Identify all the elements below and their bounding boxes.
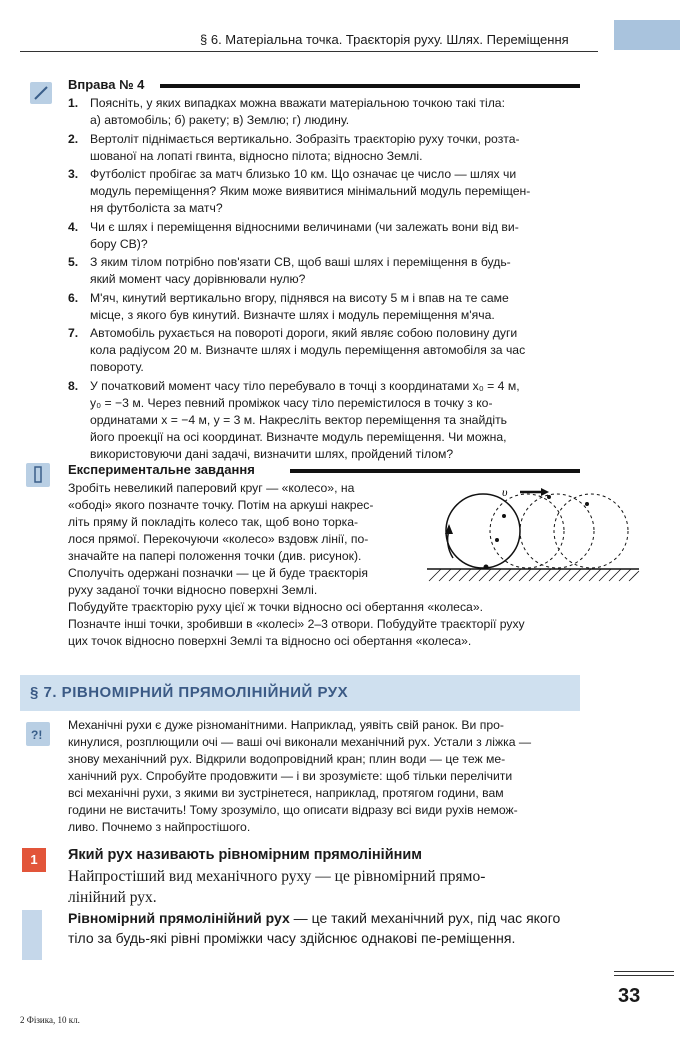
- exercise-title: Вправа № 4: [68, 77, 145, 92]
- wheel-dashed-1: [490, 494, 564, 568]
- experiment-text-wide: [68, 599, 588, 650]
- intro-line: Механічні рухи є дуже різноманітними. Наприклад, уявіть свій ранок. Ви про-: [68, 718, 504, 732]
- header-color-block: [614, 20, 680, 50]
- footer-rule: [614, 971, 674, 972]
- answer-line: лінійний рух.: [68, 889, 157, 906]
- experiment-icon: [26, 463, 50, 487]
- exercise-item-line: використовуючи дані задачі, визначити шлях, пройдений тілом?: [90, 446, 454, 461]
- exercise-item-line: який момент часу дорівнювали нулю?: [90, 272, 306, 286]
- svg-text:?!: ?!: [31, 728, 43, 742]
- exercise-list: [68, 95, 588, 465]
- exercise-item-line: Чи є шлях і переміщення відносними величинами (чи залежать вони від ви-: [90, 219, 519, 234]
- exercise-item-line: бору СВ)?: [90, 236, 148, 251]
- exercise-item-number: 3.: [68, 167, 79, 181]
- trace-point-3: [502, 514, 506, 518]
- exercise-item-line: місце, з якого був кинутий. Визначте шлях і модуль переміщення м'яча.: [90, 307, 495, 322]
- motion-icon: [26, 722, 50, 746]
- exercise-item-line: повороту.: [90, 360, 144, 374]
- ground-hatching: [429, 569, 639, 581]
- exercise-item-number: 1.: [68, 96, 79, 110]
- running-header: § 6. Матеріальна точка. Траєкторія руху. Шлях. Переміщення: [200, 32, 569, 47]
- question-title: Який рух називають рівномірним прямолінійним: [68, 847, 423, 863]
- header-rule: [20, 51, 598, 52]
- trace-point-5: [585, 502, 589, 506]
- experiment-text: [68, 480, 418, 599]
- exercise-item-line: його проекції на осі координат. Визначте модуль переміщення. Чи можна,: [90, 429, 507, 444]
- exercise-item-line: кола радіусом 20 м. Визначте шлях і модуль переміщення автомобіля за час: [90, 343, 526, 357]
- intro-line: години не вистачить! Тому зрозуміло, що описати відразу всі види рухів немож-: [68, 803, 518, 817]
- exercise-item-line: З яким тілом потрібно пов'язати СВ, щоб ваші шлях і переміщення в будь-: [90, 255, 511, 269]
- exercise-item-number: 6.: [68, 290, 79, 305]
- wheel-dashed-3: [554, 494, 628, 568]
- intro-line: всі механічні рухи, з якими ви зустрінетеся, наприклад, протягом години, вам: [68, 786, 504, 800]
- question-number-badge: 1: [22, 848, 46, 872]
- experiment-line: цих точок відносно поверхні Землі та відносно осі обертання «колеса».: [68, 634, 472, 648]
- exercise-item-line: Вертоліт піднімається вертикально. Зобразіть траєкторію руху точки, розта-: [90, 131, 520, 146]
- intro-line: ханічний рух. Спробуйте продовжити — і ви зрозумієте: щоб тільки перелічити: [68, 769, 513, 783]
- definition-bar: [22, 910, 42, 960]
- wheel-dashed-2: [520, 494, 594, 568]
- section-title: § 7. РІВНОМІРНИЙ ПРЯМОЛІНІЙНИЙ РУХ: [30, 684, 349, 701]
- exercise-item-line: М'яч, кинутий вертикально вгору, піднявся на висоту 5 м і впав на те саме: [90, 290, 509, 305]
- exercise-item-line: Поясніть, у яких випадках можна вважати матеріальною точкою такі тіла:: [90, 96, 505, 110]
- wheel-solid: [446, 494, 520, 568]
- experiment-line: Зробіть невеликий паперовий круг — «колесо», на: [68, 481, 355, 495]
- trace-point-2: [495, 538, 499, 542]
- exercise-item-line: а) автомобіль; б) ракету; в) Землю; г) людину.: [90, 113, 350, 127]
- experiment-rule: [290, 469, 580, 473]
- experiment-line: Побудуйте траєкторію руху цієї ж точки відносно осі обертання «колеса».: [68, 600, 483, 614]
- experiment-line: «ободі» якого позначте точку. Потім на аркуші накрес-: [68, 498, 374, 512]
- trace-point-4: [547, 495, 551, 499]
- exercise-item-line: ординатами x = −4 м, y = 3 м. Накресліть вектор переміщення та знайдіть: [90, 412, 508, 427]
- pencil-icon: [30, 82, 52, 104]
- experiment-line: значайте на папері положення точки (див. рисунок).: [68, 549, 362, 563]
- exercise-item-number: 5.: [68, 255, 79, 269]
- exercise-item-number: 2.: [68, 131, 79, 146]
- intro-line: кинулися, розплющили очі — ваші очі виконали механічний рух. Устали з ліжка —: [68, 735, 532, 749]
- exercise-item-line: y₀ = −3 м. Через певний проміжок часу тіло перемістилося в точку з ко-: [90, 395, 493, 410]
- rolling-wheel-figure: [425, 478, 643, 586]
- exercise-rule: [160, 84, 580, 88]
- exercise-item-number: 8.: [68, 378, 79, 393]
- experiment-line: Сполучіть одержані позначки — це й буде траєкторія: [68, 566, 368, 580]
- footer-signature: 2 Фізика, 10 кл.: [20, 1015, 80, 1025]
- section-intro: [68, 717, 588, 836]
- intro-line: ливо. Почнемо з найпростішого.: [68, 820, 251, 834]
- exercise-item-line: модуль переміщення? Яким може виявитися мінімальний модуль переміщен-: [90, 184, 531, 198]
- intro-line: знову механічний рух. Відкрили водопровідний кран; плин води — це теж ме-: [68, 752, 506, 766]
- exercise-item-line: шованої на лопаті гвинта, відносно пілота; відносно Землі.: [90, 148, 423, 163]
- page-number: 33: [618, 985, 641, 1007]
- exercise-item-line: Автомобіль рухається на повороті дороги, який являє собою половину дуги: [90, 326, 518, 340]
- velocity-label: υ: [502, 485, 508, 499]
- footer-rule-2: [614, 975, 674, 976]
- answer-text: [68, 866, 588, 908]
- exercise-item-line: ня футболіста за матч?: [90, 201, 223, 215]
- experiment-line: літь пряму й покладіть колесо так, щоб воно торка-: [68, 515, 359, 529]
- exercise-item-number: 4.: [68, 219, 79, 234]
- definition-body: — це такий механічний рух, під час якого тіло за будь-які рівні проміжки часу здійснює однакові пе-реміщення.: [68, 910, 561, 946]
- experiment-line: руху заданої точки відносно поверхні Землі.: [68, 583, 318, 597]
- exercise-item-number: 7.: [68, 326, 79, 340]
- rotation-arrow: [448, 530, 453, 558]
- experiment-line: Позначте інші точки, зробивши в «колесі» 2–3 отвори. Побудуйте траєкторії руху: [68, 617, 525, 631]
- experiment-title: Експериментальне завдання: [68, 462, 255, 477]
- definition: [68, 908, 580, 948]
- exercise-item-line: Футболіст пробігає за матч близько 10 км. Що означає це число — шлях чи: [90, 167, 517, 181]
- answer-line: Найпростіший вид механічного руху — це рівномірний прямо-: [68, 868, 486, 885]
- exercise-item-line: У початковий момент часу тіло перебувало в точці з координатами x₀ = 4 м,: [90, 378, 520, 393]
- definition-term: Рівномірний прямолінійний рух: [68, 910, 290, 926]
- experiment-line: лося прямої. Перекочуючи «колесо» вздовж лінії, по-: [68, 532, 369, 546]
